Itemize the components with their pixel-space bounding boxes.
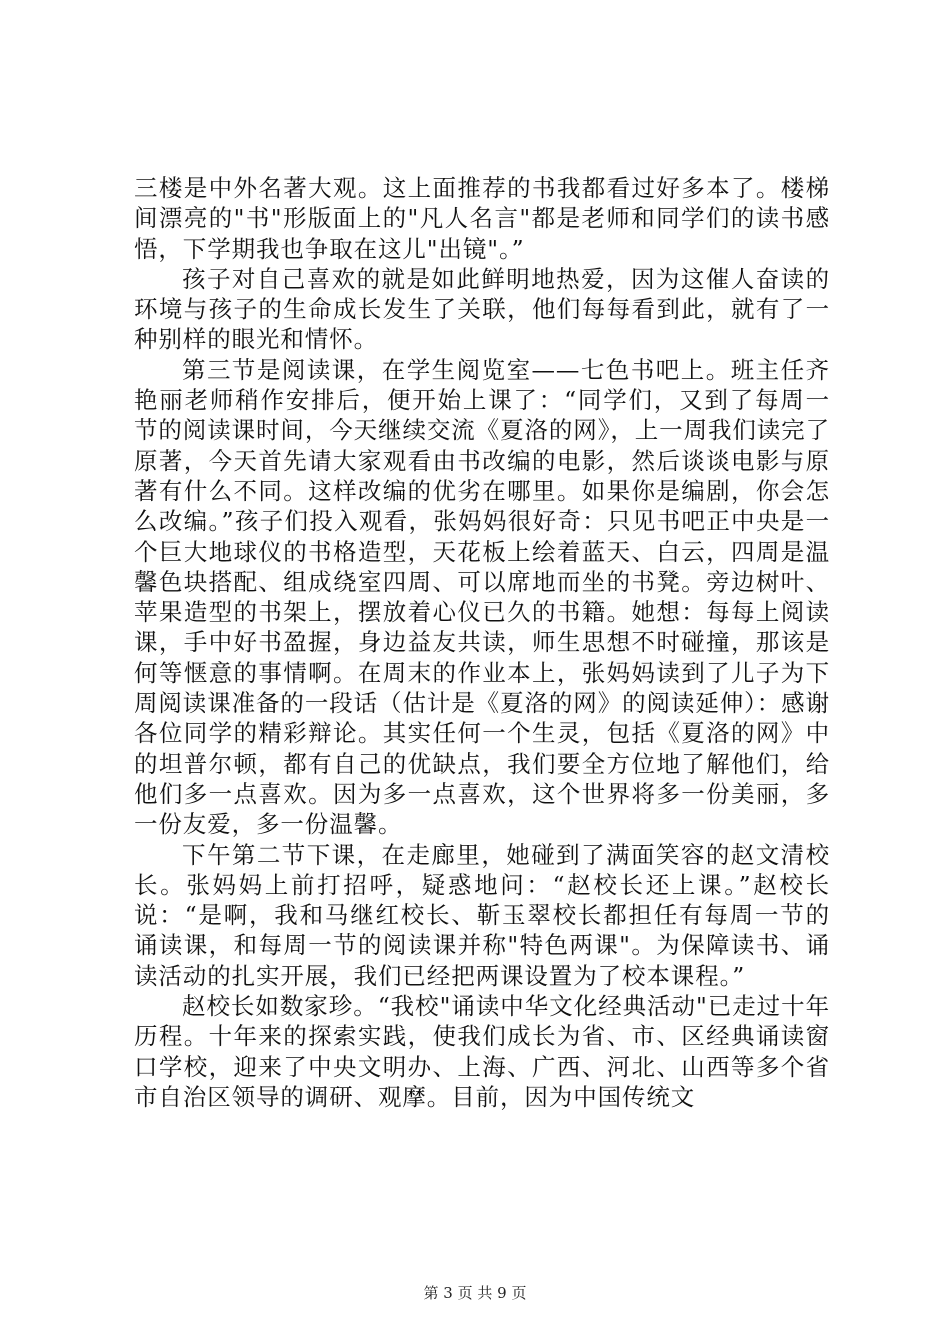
paragraph-1: 三楼是中外名著大观。这上面推荐的书我都看过好多本了。楼梯间漂亮的"书"形版面上的"凡人名言"都是老师和同学们的读书感悟，下学期我也争取在这儿"出镜"。” [134, 174, 830, 263]
paragraph-5: 赵校长如数家珍。“我校"诵读中华文化经典活动"已走过十年历程。十年来的探索实践，使我们成长为省、市、区经典诵读窗口学校，迎来了中央文明办、上海、广西、河北、山西等多个省市自治区领导的调研、观摩。目前，因为中国传统文 [134, 992, 830, 1111]
page-number-footer: 第 3 页 共 9 页 [423, 1284, 527, 1302]
paragraph-4: 下午第二节下课，在走廊里，她碰到了满面笑容的赵文清校长。张妈妈上前打招呼，疑惑地问：“赵校长还上课。”赵校长说：“是啊，我和马继红校长、靳玉翠校长都担任有每周一节的诵读课，和每周一节的阅读课并称"特色两课"。为保障读书、诵读活动的扎实开展，我们已经把两课设置为了校本课程。” [134, 840, 830, 990]
paragraph-3: 第三节是阅读课，在学生阅览室——七色书吧上。班主任齐艳丽老师稍作安排后，便开始上课了：“同学们，又到了每周一节的阅读课时间，今天继续交流《夏洛的网》，上一周我们读完了原著，今天首先请大家观看由书改编的电影，然后谈谈电影与原著有什么不同。这样改编的优劣在哪里。如果你是编剧，你会怎么改编。”孩子们投入观看，张妈妈很好奇：只见书吧正中央是一个巨大地球仪的书格造型，天花板上绘着蓝天、白云，四周是温馨色块搭配、组成绕室四周、可以席地而坐的书凳。旁边树叶、苹果造型的书架上，摆放着心仪已久的书籍。她想：每每上阅读课，手中好书盈握，身边益友共读，师生思想不时碰撞，那该是何等惬意的事情啊。在周末的作业本上，张妈妈读到了儿子为下周阅读课准备的一段话（估计是《夏洛的网》的阅读延伸）：感谢各位同学的精彩辩论。其实任何一个生灵，包括《夏洛的网》中的坦普尔顿，都有自己的优缺点，我们要全方位地了解他们，给他们多一点喜欢。因为多一点喜欢，这个世界将多一份美丽，多一份友爱，多一份温馨。 [134, 355, 830, 839]
document-body [134, 173, 830, 1112]
paragraph-2: 孩子对自己喜欢的就是如此鲜明地热爱，因为这催人奋读的环境与孩子的生命成长发生了关联，他们每每看到此，就有了一种别样的眼光和情怀。 [134, 264, 830, 354]
